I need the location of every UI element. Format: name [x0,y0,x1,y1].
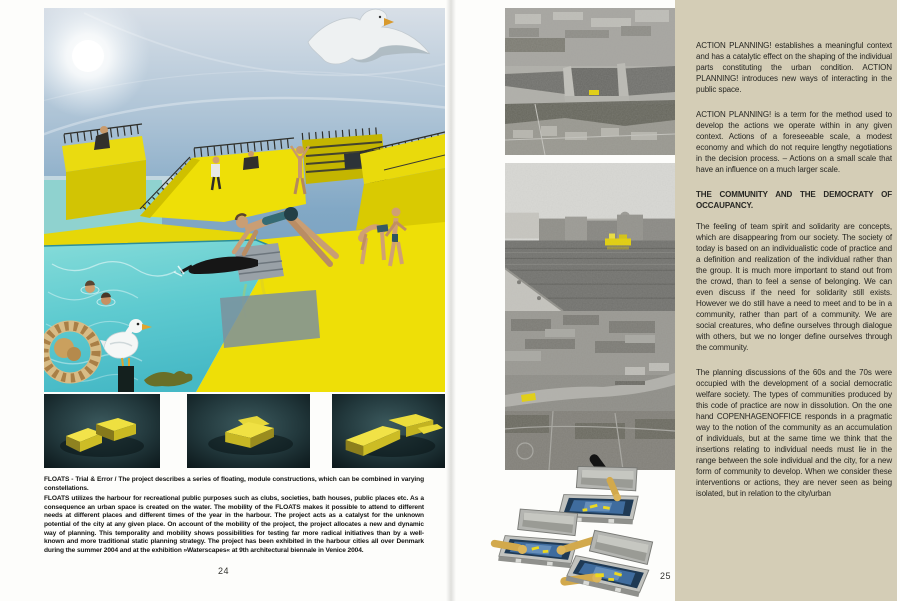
page-gutter [446,0,456,601]
paragraph-community-2: The planning discussions of the 60s and the 70s were occupied with the development of a social democratic welfare society. The types of communities produced by this code of practice are now in dissolution. On the one hand COPENHAGENOFFICE responds in a pragmatic way to the notion of the community as an accumulation of individuals, but at the same time we think that the insertions relating to individual needs must lie in the range between the sole individual and the city, for a new form of community to develop. When we consider these interventions or actions, they are never seen as being isolated, but in relation to the city/urban [696,368,892,498]
floats-rendering-scene [44,8,445,392]
section-heading-community: THE COMMUNITY AND THE DEMOCRATY OF OCCAUPANCY. [696,190,892,210]
model-photo-1 [44,394,160,468]
model-photo-3 [332,394,445,468]
caption-body: FLOATS utilizes the harbour for recreational public purposes such as clubs, societies, bath houses, public places etc. As a consequence an urban space is created on the water. The mobility of the FLOATS makes it possible to attend to different needs at different places and different times of the year in the harbour. The project acts as a catalyst for the unknown potential of the city at any given place. On account of the mobility of the project, the project allocates a new and dynamic way of planning. This temporality and mobility shows possibilities for testing far more radical initiatives than by a well-known and more traditional static planning strategy. The project has been exhibited in the harbour cities all over Denmark during the summer 2004 and at the exhibition »Waterscapes« at 9th architectural biennale in Venice 2004. [44,495,424,554]
suitcase-model-photo-3 [564,527,667,601]
paragraph-action-planning-2: ACTION PLANNING! is a term for the method used to develop the actions we operate within in any given context. Actions of a foreseeable scale, a modest economy and which do not require lengthy negotiations in the decision process. – Actions on a small scale that have an influence on a much larger scale. [696,110,892,174]
caption-intro: FLOATS - Trial & Error / The project describes a series of floating, module constructions, which can be combined in varying constellations. [44,476,424,492]
page-number-right: 25 [660,571,672,581]
paragraph-community-1: The feeling of team spirit and solidarity are concepts, which are disappearing from our society. The society of today is based on an individualistic code of practice and a definition and realization of the individual rather than the group. It is much more important to stand out from the crowd, than to feel a sense of belonging. We can even discuss if the need for solidarity still exists. However we do still have a need to meet and to be in a community, rather than part of a community. We are social creatures, who define ourselves through dialogue with others, but we no longer define ourselves through the community. [696,222,892,352]
floats-harbour-bath-rendering [44,8,445,392]
photo-aerial-harbour-1 [505,8,675,155]
paragraph-action-planning-1: ACTION PLANNING! establishes a meaningful context and has a catalytic effect on the shaping of the individual parts constituting the urban condition. ACTION PLANNING! introduces new ways of interacting in the public space. [696,41,892,94]
photo-harbour-waterfront [505,163,675,311]
photo-aerial-harbour-2 [505,311,675,470]
article-text-column [696,40,892,499]
project-caption [44,476,424,557]
page-number-left: 24 [218,566,230,576]
model-photo-2 [187,394,310,468]
